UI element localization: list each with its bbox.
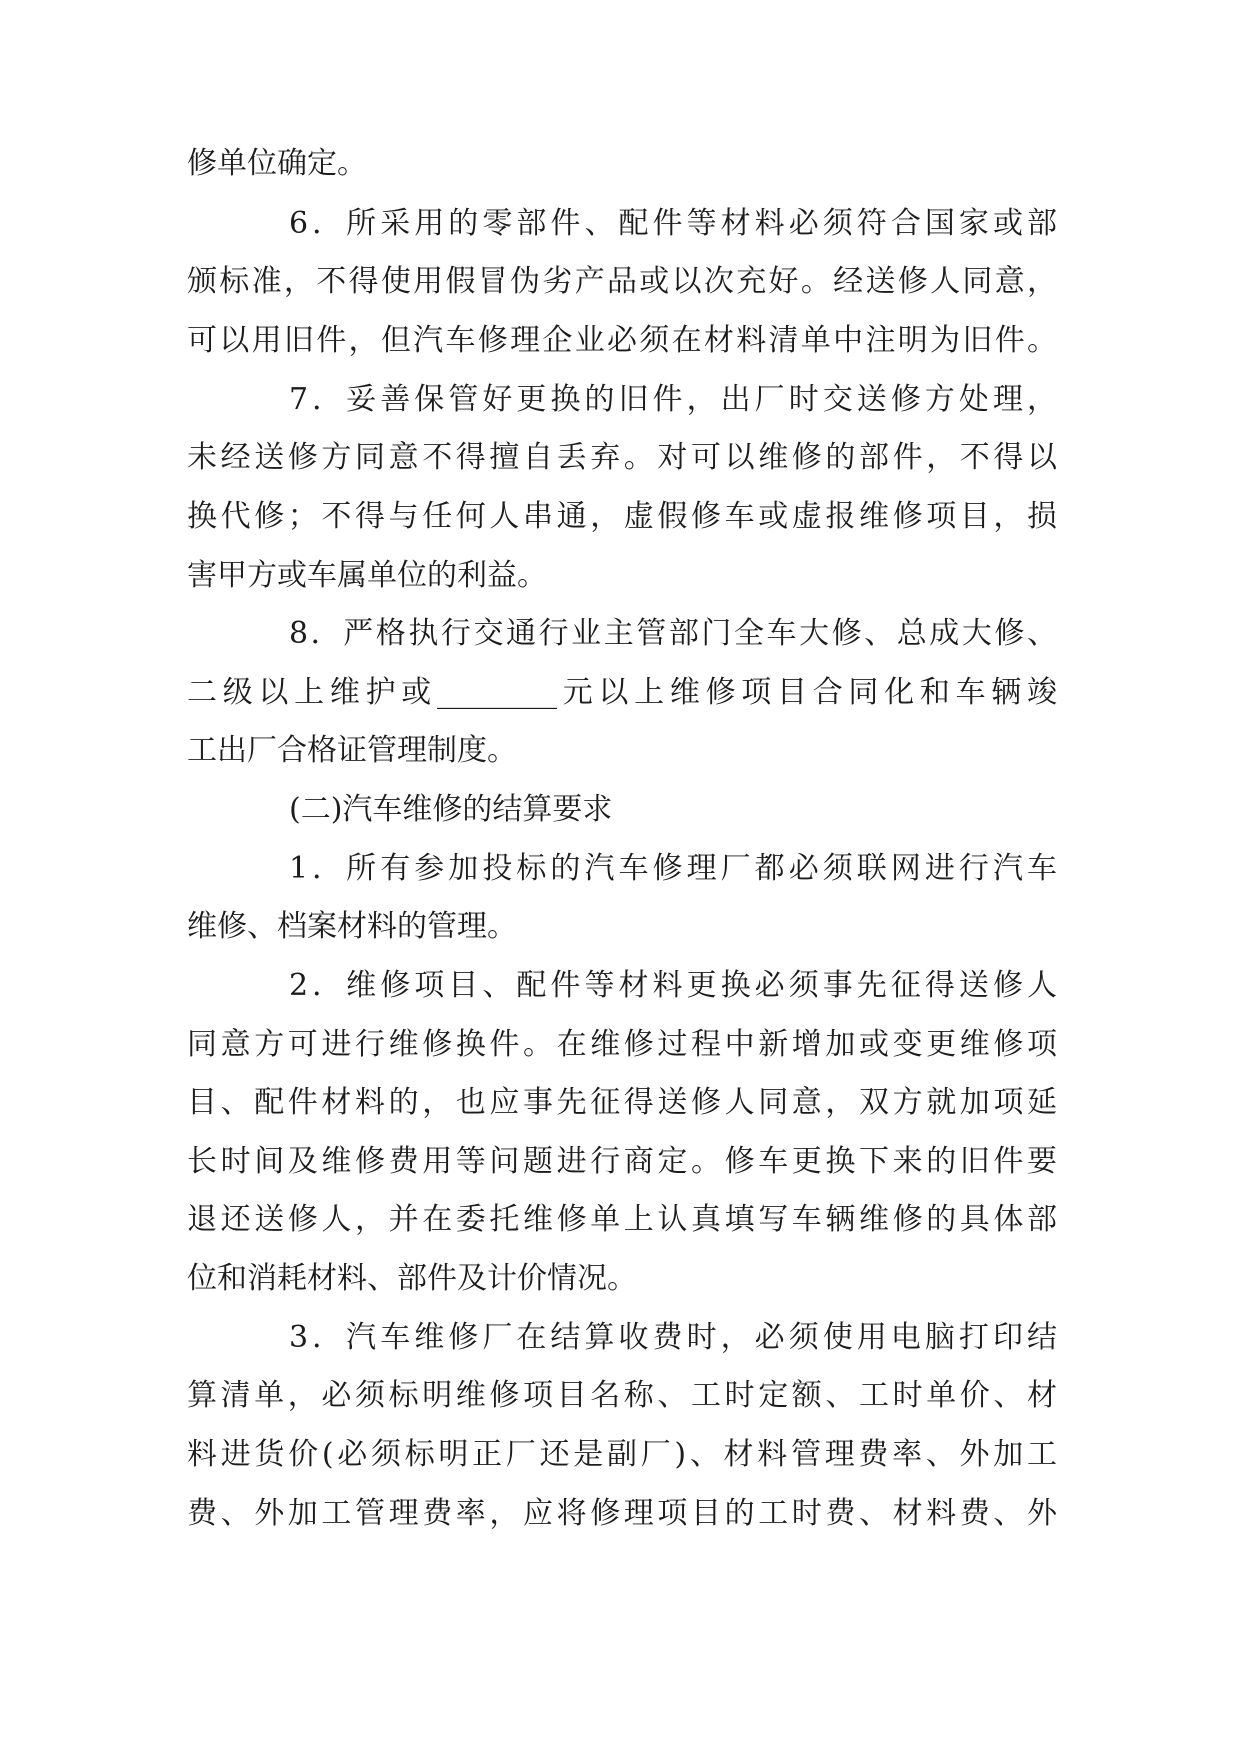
text-line: 位和消耗材料、部件及计价情况。: [187, 1261, 637, 1296]
text-line: 长时间及维修费用等问题进行商定。修车更换下来的旧件要: [187, 1144, 1057, 1179]
text-line: 8．严格执行交通行业主管部门全车大修、总成大修、: [289, 616, 1057, 651]
text-line: 费、外加工管理费率，应将修理项目的工时费、材料费、外: [187, 1496, 1057, 1531]
text-line: 目、配件材料的，也应事先征得送修人同意，双方就加项延: [187, 1085, 1057, 1120]
text-line: 6．所采用的零部件、配件等材料必须符合国家或部: [289, 206, 1057, 241]
text-line: 颁标准，不得使用假冒伪劣产品或以次充好。经送修人同意，: [187, 264, 1057, 299]
text-line: 3．汽车维修厂在结算收费时，必须使用电脑打印结: [289, 1320, 1057, 1355]
text-line: 1．所有参加投标的汽车修理厂都必须联网进行汽车: [289, 851, 1057, 886]
text-line: 二级以上维护或________元以上维修项目合同化和车辆竣: [187, 675, 1057, 710]
text-line: 维修、档案材料的管理。: [187, 909, 517, 944]
text-line: 料进货价(必须标明正厂还是副厂)、材料管理费率、外加工: [187, 1437, 1057, 1472]
text-line: 换代修；不得与任何人串通，虚假修车或虚报维修项目，损: [187, 499, 1057, 534]
text-line: 同意方可进行维修换件。在维修过程中新增加或变更维修项: [187, 1027, 1057, 1062]
text-line: 退还送修人，并在委托维修单上认真填写车辆维修的具体部: [187, 1202, 1057, 1237]
text-line: 未经送修方同意不得擅自丢弃。对可以维修的部件，不得以: [187, 440, 1057, 475]
text-line: 可以用旧件，但汽车修理企业必须在材料清单中注明为旧件。: [187, 323, 1057, 358]
text-line: 算清单，必须标明维修项目名称、工时定额、工时单价、材: [187, 1378, 1057, 1413]
text-line: 7．妥善保管好更换的旧件，出厂时交送修方处理，: [289, 382, 1057, 417]
text-line: 工出厂合格证管理制度。: [187, 733, 517, 768]
text-line: 害甲方或车属单位的利益。: [187, 558, 547, 593]
section-heading: (二)汽车维修的结算要求: [289, 792, 613, 827]
text-line: 修单位确定。: [187, 146, 367, 181]
text-line: 2．维修项目、配件等材料更换必须事先征得送修人: [289, 968, 1057, 1003]
